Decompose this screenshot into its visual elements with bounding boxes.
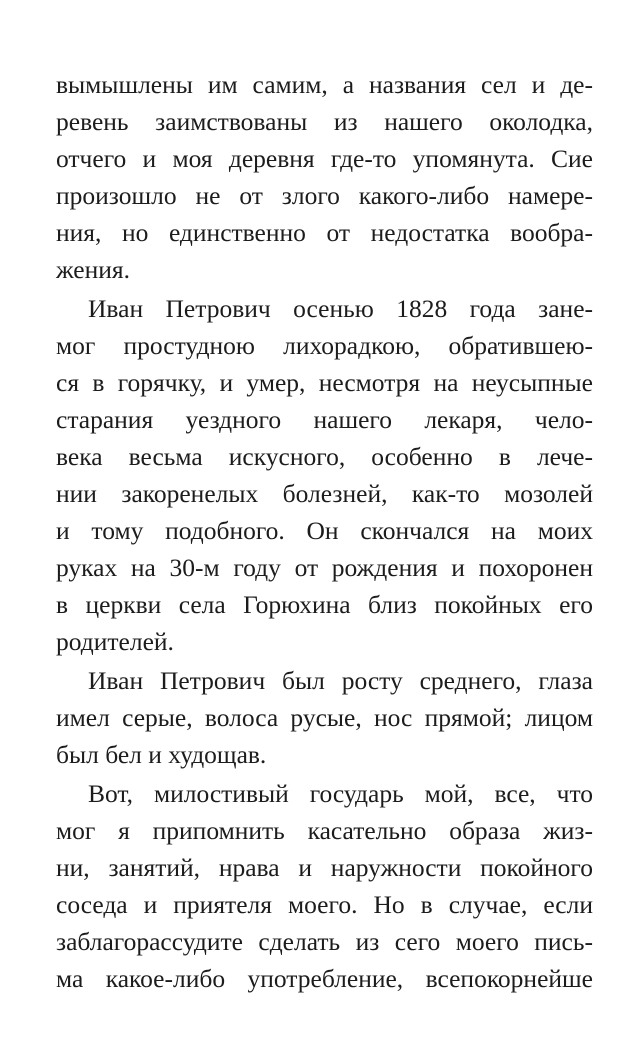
text-line: имел серые, волоса русые, нос прямой; лицом: [56, 703, 593, 732]
text-line: мог простудною лихорадкою, обратившею-: [56, 331, 593, 360]
text-line: века весьма искусного, особенно в лече-: [56, 442, 593, 471]
paragraph-illness: [56, 290, 593, 660]
text-line: родителей.: [56, 627, 174, 656]
text-line: мог я припомнить касательно образа жиз-: [56, 816, 593, 845]
page-text: [56, 66, 593, 997]
text-line: и тому подобного. Он скончался на моих: [56, 516, 593, 545]
paragraph-continuation: [56, 66, 593, 288]
text-line: отчего и моя деревня где-то упомянута. Сие: [56, 144, 593, 173]
text-line: вымышлены им самим, а названия сел и де-: [56, 70, 593, 99]
text-line: Вот, милостивый государь мой, все, что: [88, 779, 593, 808]
text-line: соседа и приятеля моего. Но в случае, если: [56, 890, 593, 919]
text-line: ся в горячку, и умер, несмотря на неусыпные: [56, 368, 593, 397]
text-line: Иван Петрович был росту среднего, глаза: [88, 666, 593, 695]
text-line: ния, но единственно от недостатка вообра-: [56, 218, 593, 247]
paragraph-closing: [56, 775, 593, 997]
text-line: в церкви села Горюхина близ покойных его: [56, 590, 593, 619]
text-line: ревень заимствованы из нашего околодка,: [56, 107, 593, 136]
text-line: заблагорассудите сделать из сего моего пись-: [56, 927, 593, 956]
text-line: старания уездного нашего лекаря, чело-: [56, 405, 593, 434]
text-line: руках на 30-м году от рождения и похоронен: [56, 553, 593, 582]
text-line: произошло не от злого какого-либо намере-: [56, 181, 593, 210]
text-line: ма какое-либо употребление, всепокорнейше: [56, 964, 593, 993]
text-line: нии закоренелых болезней, как-то мозолей: [56, 479, 593, 508]
text-line: был бел и худощав.: [56, 740, 267, 769]
text-line: ни, занятий, нрава и наружности покойного: [56, 853, 593, 882]
text-line: Иван Петрович осенью 1828 года зане-: [88, 294, 593, 323]
paragraph-appearance: [56, 662, 593, 773]
text-line: жения.: [56, 255, 130, 284]
